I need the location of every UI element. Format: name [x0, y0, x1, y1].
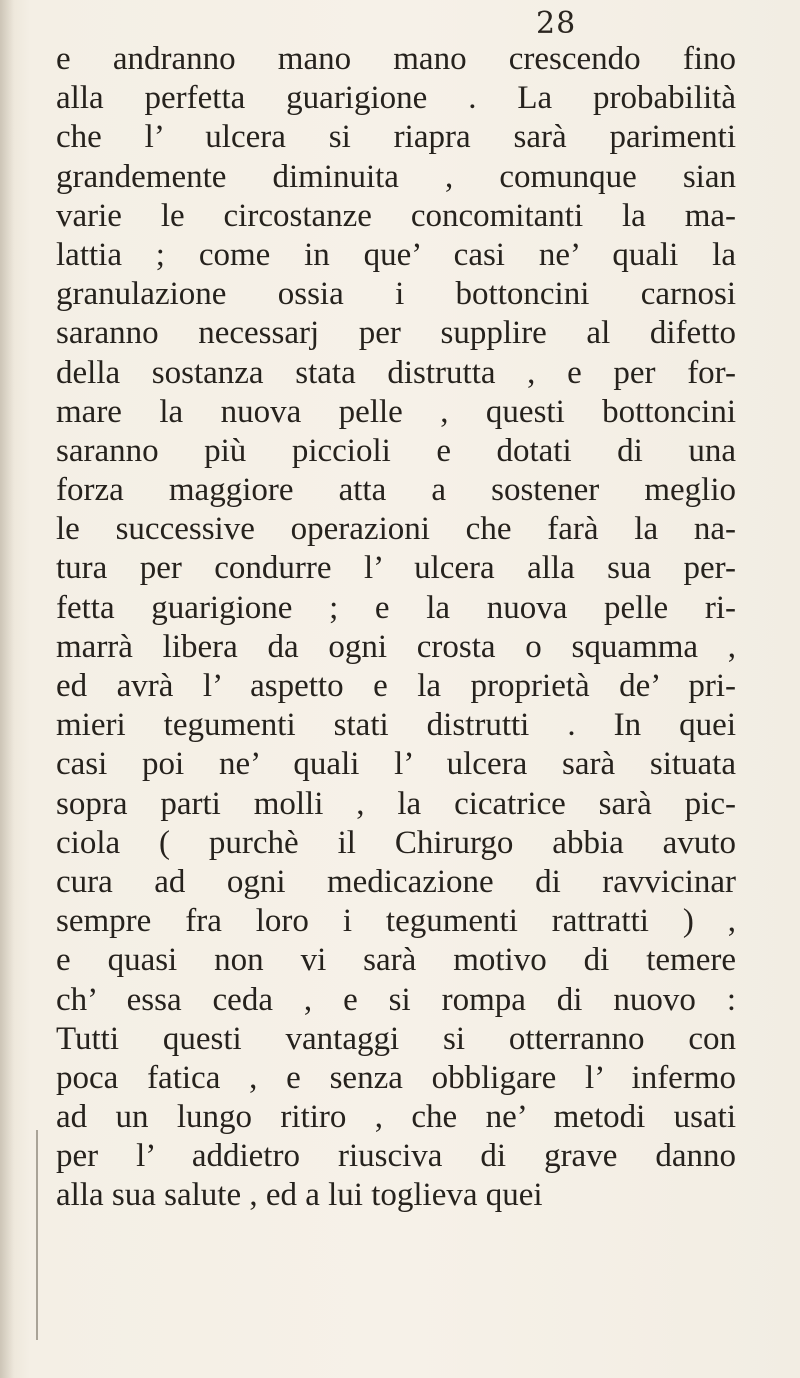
body-text: [56, 40, 736, 1216]
text-line: e andranno mano mano crescendo fino: [56, 41, 736, 77]
margin-mark: [36, 1130, 38, 1340]
text-line: saranno necessarj per supplire al difetto: [56, 315, 736, 352]
text-line: casi poi ne’ quali l’ ulcera sarà situata: [56, 746, 736, 783]
text-line: ch’ essa ceda , e si rompa di nuovo :: [56, 981, 736, 1018]
text-line: della sostanza stata distrutta , e per for-: [56, 354, 736, 391]
text-line: alla perfetta guarigione . La probabilità: [56, 80, 736, 117]
page-number: 28: [536, 6, 577, 41]
text-line: Tutti questi vantaggi si otterranno con: [56, 1020, 736, 1057]
text-line: poca fatica , e senza obbligare l’ infermo: [56, 1059, 736, 1096]
text-line: che l’ ulcera si riapra sarà parimenti: [56, 119, 736, 156]
text-line: ad un lungo ritiro , che ne’ metodi usati: [56, 1099, 736, 1136]
text-line: fetta guarigione ; e la nuova pelle ri-: [56, 589, 736, 626]
text-line: le successive operazioni che farà la na-: [56, 511, 736, 548]
text-line: marrà libera da ogni crosta o squamma ,: [56, 628, 736, 665]
text-line: grandemente diminuita , comunque sian: [56, 158, 736, 195]
text-line: ed avrà l’ aspetto e la proprietà de’ pri-: [56, 668, 736, 704]
text-line: tura per condurre l’ ulcera alla sua per-: [56, 550, 736, 587]
text-line: forza maggiore atta a sostener meglio: [56, 472, 736, 509]
gutter-shadow: [0, 0, 14, 1378]
text-line: per l’ addietro riusciva di grave danno: [56, 1138, 736, 1175]
text-line: sopra parti molli , la cicatrice sarà pic-: [56, 785, 736, 822]
text-line: alla sua salute , ed a lui toglieva quei: [56, 1177, 543, 1214]
text-line: e quasi non vi sarà motivo di temere: [56, 942, 736, 979]
text-line: varie le circostanze concomitanti la ma-: [56, 197, 736, 234]
text-line: lattia ; come in que’ casi ne’ quali la: [56, 236, 736, 273]
text-line: mieri tegumenti stati distrutti . In quei: [56, 707, 736, 744]
text-line: ciola ( purchè il Chirurgo abbia avuto: [56, 824, 736, 861]
text-line: saranno più piccioli e dotati di una: [56, 432, 736, 469]
text-line: sempre fra loro i tegumenti rattratti ) ,: [56, 903, 736, 940]
text-line: cura ad ogni medicazione di ravvicinar: [56, 863, 736, 900]
text-line: granulazione ossia i bottoncini carnosi: [56, 276, 736, 313]
text-line: mare la nuova pelle , questi bottoncini: [56, 393, 736, 430]
